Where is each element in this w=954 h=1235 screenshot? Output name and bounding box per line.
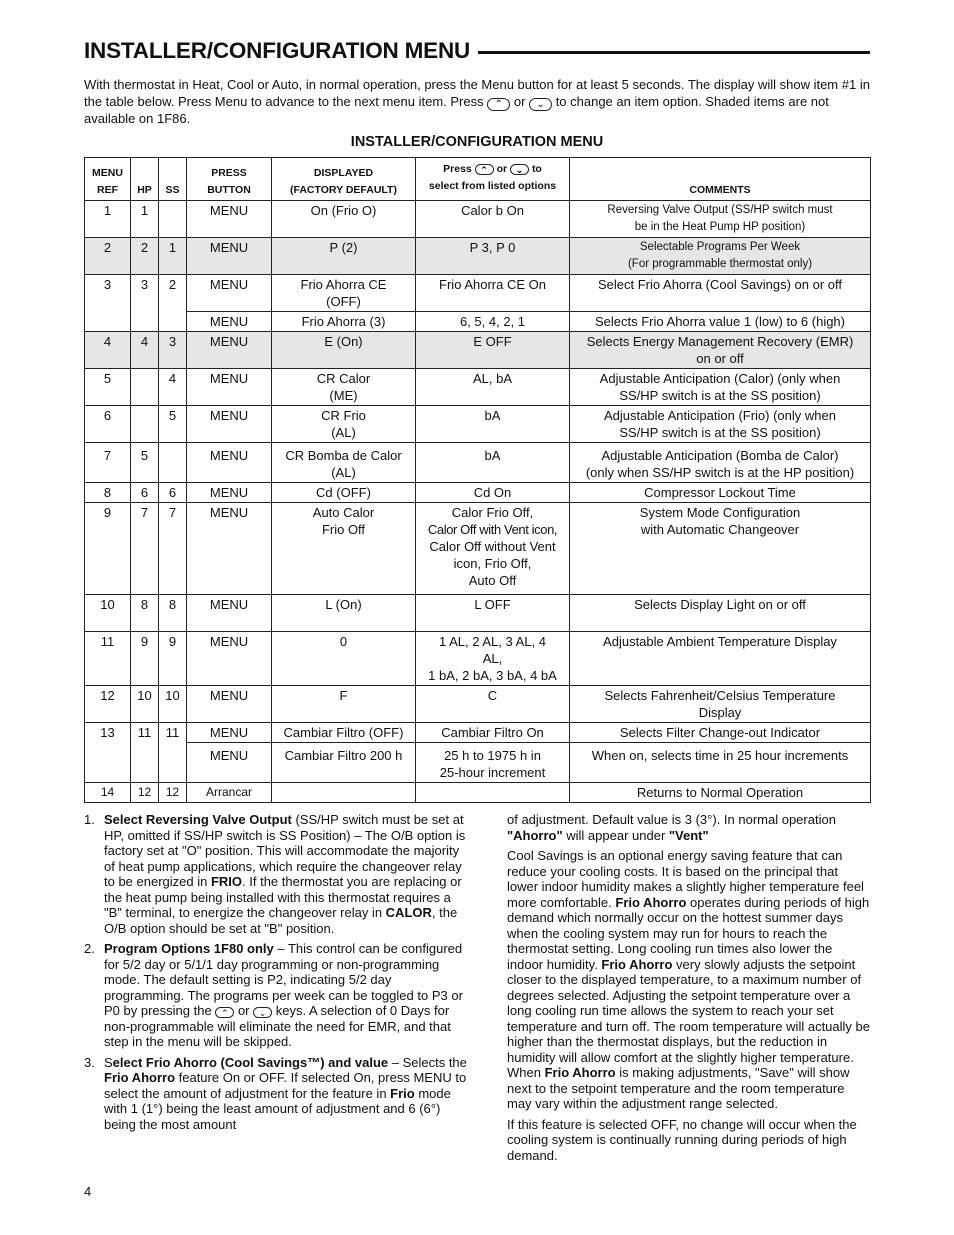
table-row [85, 783, 871, 803]
cell-ref: 2 [85, 238, 131, 275]
cell-displayed: F [272, 686, 416, 723]
cell-ss: 8 [159, 595, 187, 632]
cell-ss: 10 [159, 686, 187, 723]
cell-options: 1 AL, 2 AL, 3 AL, 4 AL, 1 bA, 2 bA, 3 bA, 4 bA [416, 632, 570, 686]
cell-displayed: 0 [272, 632, 416, 686]
cell-hp: 7 [131, 503, 159, 595]
cell-comment: Adjustable Anticipation (Bomba de Calor) (only when SS/HP switch is at the HP position) [570, 443, 871, 483]
title-rule [478, 51, 870, 54]
cell-displayed: On (Frio O) [272, 201, 416, 238]
cell-options: bA [416, 443, 570, 483]
cell-ref: 8 [85, 483, 131, 503]
cell-displayed: Frio Ahorra (3) [272, 312, 416, 332]
cell-comment: Selects Fahrenheit/Celsius Temperature Display [570, 686, 871, 723]
cell-hp: 9 [131, 632, 159, 686]
cell-comment: Reversing Valve Output (SS/HP switch must be in the Heat Pump HP position) [570, 201, 871, 238]
cell-options: E OFF [416, 332, 570, 369]
cell-ss: 1 [159, 238, 187, 275]
down-arrow-key-icon: ⌄ [253, 1007, 272, 1018]
cell-ref: 12 [85, 686, 131, 723]
cell-options: 6, 5, 4, 2, 1 [416, 312, 570, 332]
cell-hp: 3 [131, 275, 159, 332]
header-displayed: DISPLAYED (FACTORY DEFAULT) [272, 158, 416, 201]
notes-left-column [84, 812, 470, 1137]
cell-displayed: Cambiar Filtro 200 h [272, 743, 416, 783]
table-row [85, 503, 871, 595]
cell-ss: 9 [159, 632, 187, 686]
header-comments: COMMENTS [570, 158, 871, 201]
note-item: 1. Select Reversing Valve Output (SS/HP switch must be set at HP, omitted if SS/HP switch is SS Position) – The O/B option is factory set at "O" position. This will accommodate the majority of heat pump applications, which require the changeover relay to be energized in FRIO. If the thermostat you are replacing or the heat pump being installed with this thermostat requires a "B" terminal, to energize the changeover relay in CALOR, the O/B option should be set at "B" position. [84, 812, 466, 936]
header-menu-ref: MENU REF [85, 158, 131, 201]
config-menu-table [84, 157, 871, 803]
cell-comment: Selectable Programs Per Week (For programmable thermostat only) [570, 238, 871, 275]
cell-press: MENU [187, 503, 272, 595]
cell-ss: 12 [159, 783, 187, 803]
cell-press: MENU [187, 369, 272, 406]
cell-hp: 4 [131, 332, 159, 369]
table-row [85, 723, 871, 743]
cell-press: MENU [187, 201, 272, 238]
cell-ref: 14 [85, 783, 131, 803]
note-item: 2. Program Options 1F80 only – This control can be configured for 5/2 day or 5/1/1 day programming or non-programming mode. The default setting is P2, indicating 5/2 day programming. The programs per week can be toggled to P3 or P0 by pressing the ⌃ or ⌄ keys. A selection of 0 Days for non-programmable will eliminate the need for EMR, and that step in the menu will be skipped. [84, 941, 463, 1049]
cell-ss: 5 [159, 406, 187, 443]
cell-options: L OFF [416, 595, 570, 632]
cell-press: MENU [187, 312, 272, 332]
notes-list [84, 812, 470, 1132]
cell-displayed: Frio Ahorra CE (OFF) [272, 275, 416, 312]
down-arrow-key-icon: ⌄ [510, 164, 529, 175]
cell-ref: 9 [85, 503, 131, 595]
table-row [85, 483, 871, 503]
cell-press: MENU [187, 723, 272, 743]
cell-hp: 11 [131, 723, 159, 783]
header-press-button: PRESS BUTTON [187, 158, 272, 201]
cell-ss: 3 [159, 332, 187, 369]
cell-options: Calor b On [416, 201, 570, 238]
cell-comment: Adjustable Ambient Temperature Display [570, 632, 871, 686]
cell-options: P 3, P 0 [416, 238, 570, 275]
notes-right-column [507, 812, 870, 1168]
cell-ref: 13 [85, 723, 131, 783]
cell-ref: 10 [85, 595, 131, 632]
cell-ref: 11 [85, 632, 131, 686]
header-hp: HP [131, 158, 159, 201]
cell-press: MENU [187, 686, 272, 723]
up-arrow-key-icon: ⌃ [215, 1007, 234, 1018]
cell-ref: 4 [85, 332, 131, 369]
cell-hp: 12 [131, 783, 159, 803]
cell-press: MENU [187, 238, 272, 275]
cell-press: MENU [187, 443, 272, 483]
cell-displayed: CR Frio (AL) [272, 406, 416, 443]
paragraph: If this feature is selected OFF, no change will occur when the cooling system is continually running during periods of high demand. [507, 1116, 857, 1163]
table-row [85, 595, 871, 632]
cell-displayed: L (On) [272, 595, 416, 632]
table-row [85, 443, 871, 483]
cell-press: MENU [187, 632, 272, 686]
cell-press: MENU [187, 406, 272, 443]
page-number: 4 [84, 1184, 92, 1199]
cell-hp [131, 406, 159, 443]
table-row [85, 201, 871, 238]
cell-options: Cambiar Filtro On [416, 723, 570, 743]
cell-comment: When on, selects time in 25 hour increments [570, 743, 871, 783]
page-title-row [84, 38, 870, 64]
table-row [85, 406, 871, 443]
table-header-row [85, 158, 871, 201]
cell-hp: 10 [131, 686, 159, 723]
cell-ss: 6 [159, 483, 187, 503]
cell-comment: Select Frio Ahorra (Cool Savings) on or off [570, 275, 871, 312]
table-row [85, 275, 871, 312]
intro-text-2: to change an item option. Shaded items are not available on 1F86. [84, 93, 829, 126]
cell-press: Arrancar [187, 783, 272, 803]
cell-ss: 7 [159, 503, 187, 595]
intro-paragraph [84, 77, 870, 127]
cell-comment: System Mode Configuration with Automatic Changeover [570, 503, 871, 595]
table-row [85, 686, 871, 723]
page-title: INSTALLER/CONFIGURATION MENU [84, 38, 471, 63]
cell-press: MENU [187, 483, 272, 503]
table-title: INSTALLER/CONFIGURATION MENU [350, 134, 604, 150]
cell-displayed: CR Bomba de Calor (AL) [272, 443, 416, 483]
cell-ss: 11 [159, 723, 187, 783]
intro-or: or [513, 93, 526, 109]
cell-displayed: P (2) [272, 238, 416, 275]
cell-comment: Returns to Normal Operation [570, 783, 871, 803]
intro-text-1: With thermostat in Heat, Cool or Auto, in normal operation, press the Menu button for at least 5 seconds. The display will show item #1 in the table below. Press Menu to advance to the next menu item. Press [84, 77, 870, 109]
cell-press: MENU [187, 332, 272, 369]
cell-ss: 4 [159, 369, 187, 406]
cell-ref: 6 [85, 406, 131, 443]
cell-displayed: Cambiar Filtro (OFF) [272, 723, 416, 743]
cell-ss [159, 201, 187, 238]
cell-hp: 6 [131, 483, 159, 503]
cell-comment: Selects Energy Management Recovery (EMR) on or off [570, 332, 871, 369]
cell-displayed [272, 783, 416, 803]
cell-hp: 8 [131, 595, 159, 632]
table-row [85, 743, 871, 783]
header-ss: SS [159, 158, 187, 201]
cell-ref: 5 [85, 369, 131, 406]
table-row [85, 369, 871, 406]
cell-press: MENU [187, 595, 272, 632]
table-row [85, 312, 871, 332]
cell-options: Cd On [416, 483, 570, 503]
cell-ref: 1 [85, 201, 131, 238]
paragraph: Cool Savings is an optional energy saving feature that can reduce your cooling costs. It is based on the principal that lower indoor humidity makes a slightly higher temperature feel more comfortable. Frio Ahorro operates during periods of high demand which normally occur on the hottest summer days when the cooling system may run for hours to reach the thermostat setting. Long cooling run times also lower the indoor humidity. Frio Ahorro very slowly adjusts the setpoint closer to the displayed temperature, to a maximum number of degrees selected. Adjusting the setpoint temperature over a long cooling run time allows the system to reach your set temperature and turn off. The room temperature will actually be higher than the thermostat displays, but the reduction in humidity will allow comfort at the slightly higher temperature. When Frio Ahorro is making adjustments, "Save" will show next to the setpoint temperature and the room temperature may vary within the adjustment range selected. [507, 848, 870, 1111]
cell-press: MENU [187, 743, 272, 783]
cell-comment: Compressor Lockout Time [570, 483, 871, 503]
up-arrow-key-icon: ⌃ [475, 164, 494, 175]
table-row [85, 632, 871, 686]
cell-ss [159, 443, 187, 483]
cell-displayed: CR Calor (ME) [272, 369, 416, 406]
cell-displayed: Cd (OFF) [272, 483, 416, 503]
cell-options: 25 h to 1975 h in 25-hour increment [416, 743, 570, 783]
cell-hp: 1 [131, 201, 159, 238]
cell-hp [131, 369, 159, 406]
cell-ref: 3 [85, 275, 131, 332]
up-arrow-key-icon: ⌃ [487, 98, 510, 111]
header-select-options: Press ⌃ or ⌄ to select from listed options [416, 158, 570, 201]
table-row-shaded [85, 332, 871, 369]
cell-comment: Selects Filter Change-out Indicator [570, 723, 871, 743]
cell-comment: Adjustable Anticipation (Calor) (only when SS/HP switch is at the SS position) [570, 369, 871, 406]
down-arrow-key-icon: ⌄ [529, 98, 552, 111]
cell-options: AL, bA [416, 369, 570, 406]
cell-hp: 2 [131, 238, 159, 275]
cell-ss: 2 [159, 275, 187, 332]
table-row-shaded [85, 238, 871, 275]
cell-options: Calor Frio Off, Calor Off with Vent icon, Calor Off without Vent icon, Frio Off, Auto Off [416, 503, 570, 595]
cell-options [416, 783, 570, 803]
cell-displayed: Auto Calor Frio Off [272, 503, 416, 595]
paragraph: of adjustment. Default value is 3 (3°). In normal operation "Ahorro" will appear under "Vent" [507, 812, 836, 843]
cell-options: bA [416, 406, 570, 443]
cell-ref: 7 [85, 443, 131, 483]
cell-comment: Selects Display Light on or off [570, 595, 871, 632]
cell-press: MENU [187, 275, 272, 312]
cell-comment: Selects Frio Ahorra value 1 (low) to 6 (high) [570, 312, 871, 332]
cell-hp: 5 [131, 443, 159, 483]
cell-options: C [416, 686, 570, 723]
note-item: 3. Select Frio Ahorro (Cool Savings™) and value – Selects the Frio Ahorro feature On or OFF. If selected On, press MENU to select the amount of adjustment for the feature in Frio mode with 1 (1°) being the least amount of adjustment and 6 (6°) being the most amount [84, 1054, 467, 1132]
cell-options: Frio Ahorra CE On [416, 275, 570, 312]
cell-comment: Adjustable Anticipation (Frio) (only when SS/HP switch is at the SS position) [570, 406, 871, 443]
cell-displayed: E (On) [272, 332, 416, 369]
